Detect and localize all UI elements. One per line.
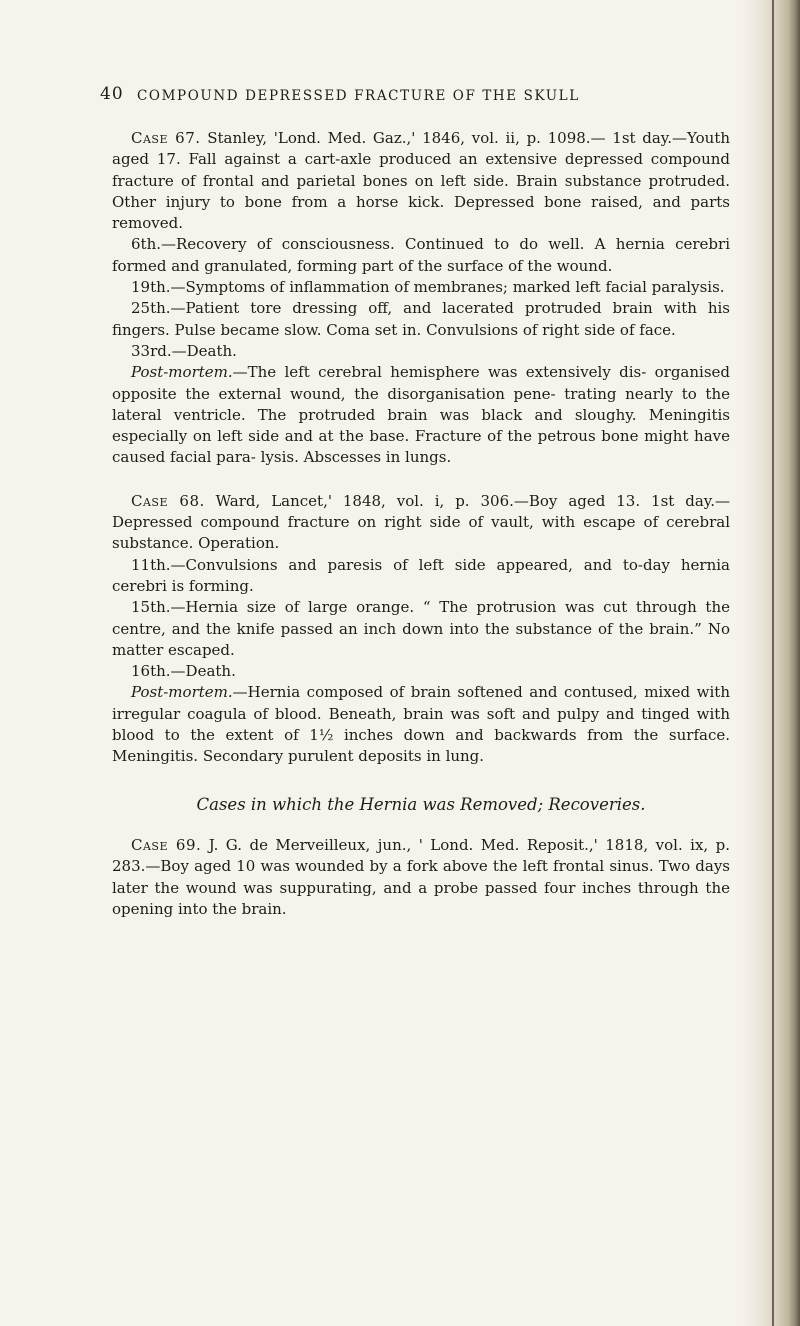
page-binding-line (772, 0, 774, 1326)
case-68-text: Ward, Lancet,' 1848, vol. i, p. 306.—Boy aged 13. 1st day.—Depressed compound fracture on right side of vault, with escape of cerebral substance. Operation. (112, 491, 731, 553)
case-68-day-15: 15th.—Hernia size of large orange. “ The protrusion was cut through the centre, and the knife passed an inch down into the substance of the brain.” No matter escaped. (112, 598, 730, 659)
case-67-day-25: 25th.—Patient tore dressing off, and lacerated protruded brain with his fingers. Pulse became slow. Coma set in. Convulsions of right side of face. (112, 299, 730, 339)
case-69-label: Case 69. (131, 835, 202, 854)
case-68-pm-label: Post-mortem. (131, 683, 233, 702)
case-69-text: J. G. de Merveilleux, jun., ' Lond. Med. Reposit.,' 1818, vol. ix, p. 283.—Boy aged 10 was wounded by a fork above the left frontal sinus. Two days later the wound was suppurating, and a probe passed four inches through the opening into the brain. (112, 835, 730, 918)
running-head: COMPOUND DEPRESSED FRACTURE OF THE SKULL (137, 88, 580, 104)
case-68-day-16: 16th.—Death. (131, 662, 236, 681)
spacer (112, 469, 730, 491)
case-67-intro (112, 128, 730, 234)
section-heading: Cases in which the Hernia was Removed; Recoveries. (196, 794, 646, 814)
page-header (100, 84, 720, 112)
case-68-pm-text: —Hernia composed of brain softened and contused, mixed with irregular coagula of blood. Beneath, brain was soft and pulpy and tinged with blood to the extent of 1½ inches down and backwards from the surface. Meningitis. Secondary purulent deposits in lung. (112, 683, 730, 766)
page-edge-shadow (742, 0, 800, 1326)
case-67-text: Stanley, 'Lond. Med. Gaz.,' 1846, vol. ii, p. 1098.— 1st day.—Youth aged 17. Fall against a cart-axle produced an extensive depressed compound fracture of frontal and parietal bones on left side. Brain substance protruded. Other injury to bone from a horse kick. Depressed bone raised, and parts removed. (112, 129, 731, 233)
page-number: 40 (100, 84, 124, 104)
case-68-label: Case 68. (131, 491, 205, 510)
case-67-label: Case 67. (131, 129, 201, 147)
case-67-day-33: 33rd.—Death. (131, 341, 237, 360)
case-67-pm-label: Post-mortem. (131, 363, 233, 382)
case-67-day-6: 6th.—Recovery of consciousness. Continued to do well. A hernia cerebri formed and granulated, forming part of the surface of the wound. (112, 235, 730, 275)
case-68-post-mortem (112, 682, 730, 767)
case-68-intro (112, 491, 730, 555)
case-69-intro (112, 835, 730, 920)
page-body (112, 128, 730, 920)
case-67-pm-text: —The left cerebral hemisphere was extensively dis- organised opposite the external wound, the disorganisation pene- trating nearly to the lateral ventricle. The protruded brain was black and sloughy. Meningitis especially on left side and at the base. Fracture of the petrous bone might have caused facial para- lysis. Abscesses in lungs. (112, 363, 730, 467)
case-67-post-mortem (112, 362, 730, 468)
case-68-day-11: 11th.—Convulsions and paresis of left side appeared, and to-day hernia cerebri is forming. (112, 555, 730, 595)
case-67-day-19: 19th.—Symptoms of inflammation of membranes; marked left facial paralysis. (131, 278, 725, 297)
